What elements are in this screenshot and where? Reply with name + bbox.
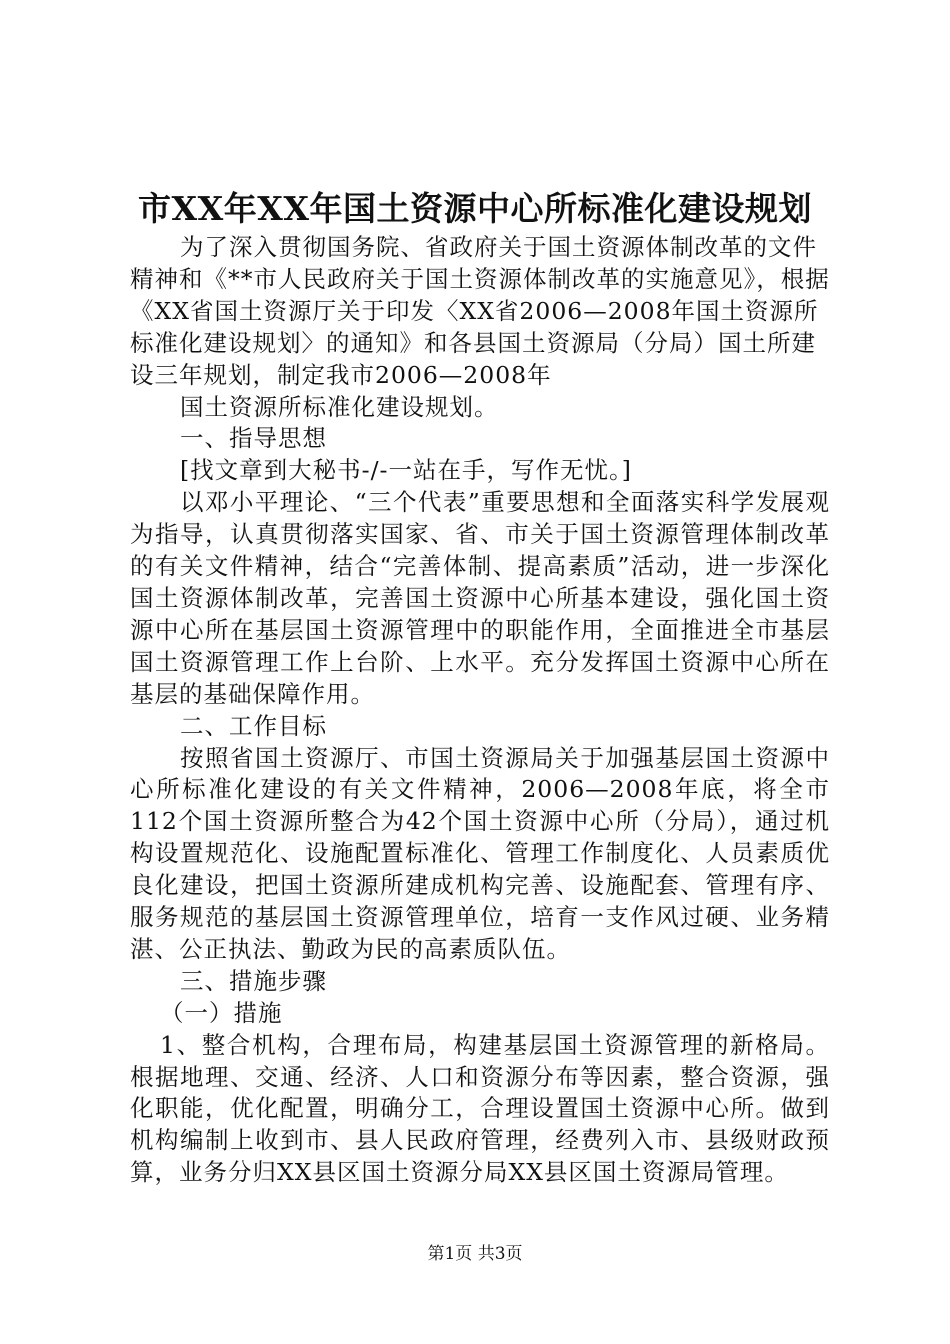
intro-paragraph: 为了深入贯彻国务院、省政府关于国土资源体制改革的文件精神和《**市人民政府关于国土资源体制改革的实施意见》，根据《XX省国土资源厅关于印发〈XX省2006—2008年国土资源所标准化建设规划〉的通知》和各县国土资源局（分局）国土所建设三年规划，制定我市2006—2008年 [130, 233, 830, 389]
section-heading-measures: 三、措施步骤 [180, 966, 327, 995]
measure-1-paragraph: 1、整合机构，合理布局，构建基层国土资源管理的新格局。根据地理、交通、经济、人口和资源分布等因素，整合资源，强化职能，优化配置，明确分工，合理设置国土资源中心所。做到机构编制上收到市、县人民政府管理，经费列入市、县级财政预算，业务分归XX县区国土资源分局XX县区国土资源局管理。 [130, 1030, 830, 1187]
subsection-heading-measures: （一）措施 [160, 998, 283, 1027]
section-heading-guiding-thought: 一、指导思想 [180, 424, 327, 453]
document-body [130, 232, 830, 1189]
document-title: 市XX年XX年国土资源中心所标准化建设规划 [138, 189, 812, 228]
work-goal-paragraph: 按照省国土资源厅、市国土资源局关于加强基层国土资源中心所标准化建设的有关文件精神，2006—2008年底，将全市112个国土资源所整合为42个国土资源中心所（分局），通过机构设置规范化、设施配置标准化、管理工作制度化、人员素质优良化建设，把国土资源所建成机构完善、设施配套、管理有序、服务规范的基层国土资源管理单位，培育一支作风过硬、业务精湛、公正执法、勤政为民的高素质队伍。 [130, 743, 830, 963]
promo-note: [找文章到大秘书-/-一站在手，写作无忧。] [180, 456, 632, 485]
intro-paragraph-continued: 国土资源所标准化建设规划。 [180, 392, 499, 421]
page-footer: 第1页 共3页 [427, 1244, 523, 1264]
guiding-thought-paragraph: 以邓小平理论、“三个代表”重要思想和全面落实科学发展观为指导，认真贯彻落实国家、省、市关于国土资源管理体制改革的有关文件精神，结合“完善体制、提高素质”活动，进一步深化国土资源体制改革，完善国土资源中心所基本建设，强化国土资源中心所在基层国土资源管理中的职能作用，全面推进全市基层国土资源管理工作上台阶、上水平。充分发挥国土资源中心所在基层的基础保障作用。 [130, 488, 830, 708]
section-heading-work-goal: 二、工作目标 [180, 711, 327, 740]
